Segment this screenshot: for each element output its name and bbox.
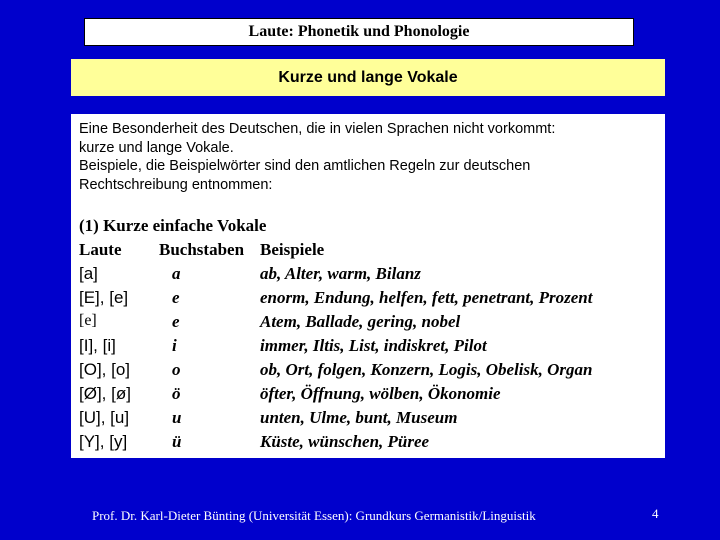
buchstabe-cell: e	[172, 288, 180, 307]
intro-text	[79, 120, 665, 194]
table-row	[71, 312, 665, 336]
table-row	[71, 432, 665, 456]
laut-cell: [Y], [y]	[79, 432, 128, 451]
table-row	[71, 384, 665, 408]
buchstabe-cell: u	[172, 408, 182, 427]
beispiele-cell: ob, Ort, folgen, Konzern, Logis, Obelisk, Organ	[260, 360, 593, 379]
beispiele-cell: öfter, Öffnung, wölben, Ökonomie	[260, 384, 501, 403]
buchstabe-cell: ü	[172, 432, 182, 451]
laut-cell: [I], [i]	[79, 336, 116, 355]
page-number: 4	[652, 506, 659, 521]
laut-cell: [O], [o]	[79, 360, 131, 379]
beispiele-cell: ab, Alter, warm, Bilanz	[260, 264, 421, 283]
beispiele-cell: Küste, wünschen, Püree	[260, 432, 430, 451]
footer-credit: Prof. Dr. Karl-Dieter Bünting (Universität Essen): Grundkurs Germanistik/Linguistik	[92, 508, 536, 523]
slide-subtitle: Kurze und lange Vokale	[71, 59, 665, 96]
slide-title: Laute: Phonetik und Phonologie	[84, 18, 634, 46]
beispiele-cell: enorm, Endung, helfen, fett, penetrant, Prozent	[260, 288, 593, 307]
table-row	[71, 360, 665, 384]
table-row	[71, 408, 665, 432]
laut-cell: [U], [u]	[79, 408, 130, 427]
intro-line: Rechtschreibung entnommen:	[79, 176, 273, 193]
beispiele-cell: Atem, Ballade, gering, nobel	[260, 312, 461, 331]
buchstabe-cell: o	[172, 360, 181, 379]
content-panel	[71, 114, 665, 458]
buchstabe-cell: e	[172, 312, 180, 331]
intro-line: Eine Besonderheit des Deutschen, die in vielen Sprachen nicht vorkommt:	[79, 121, 556, 137]
section-title: (1) Kurze einfache Vokale	[79, 216, 267, 235]
table-row	[71, 264, 665, 288]
laut-cell: [a]	[79, 264, 98, 283]
buchstabe-cell: ö	[172, 384, 181, 403]
laut-cell: [Ø], [ø]	[79, 384, 131, 403]
header-beispiele: Beispiele	[260, 240, 325, 259]
beispiele-cell: unten, Ulme, bunt, Museum	[260, 408, 458, 427]
header-buchstaben: Buchstaben	[159, 240, 245, 259]
table-row	[71, 336, 665, 360]
laut-cell: [E], [e]	[79, 288, 129, 307]
buchstabe-cell: a	[172, 264, 181, 283]
laut-cell: [e]	[79, 312, 97, 329]
beispiele-cell: immer, Iltis, List, indiskret, Pilot	[260, 336, 487, 355]
intro-line: Beispiele, die Beispielwörter sind den amtlichen Regeln zur deutschen	[79, 158, 531, 174]
buchstabe-cell: i	[172, 336, 177, 355]
table-row	[71, 288, 665, 312]
intro-line: kurze und lange Vokale.	[79, 139, 234, 156]
header-laute: Laute	[79, 240, 122, 259]
